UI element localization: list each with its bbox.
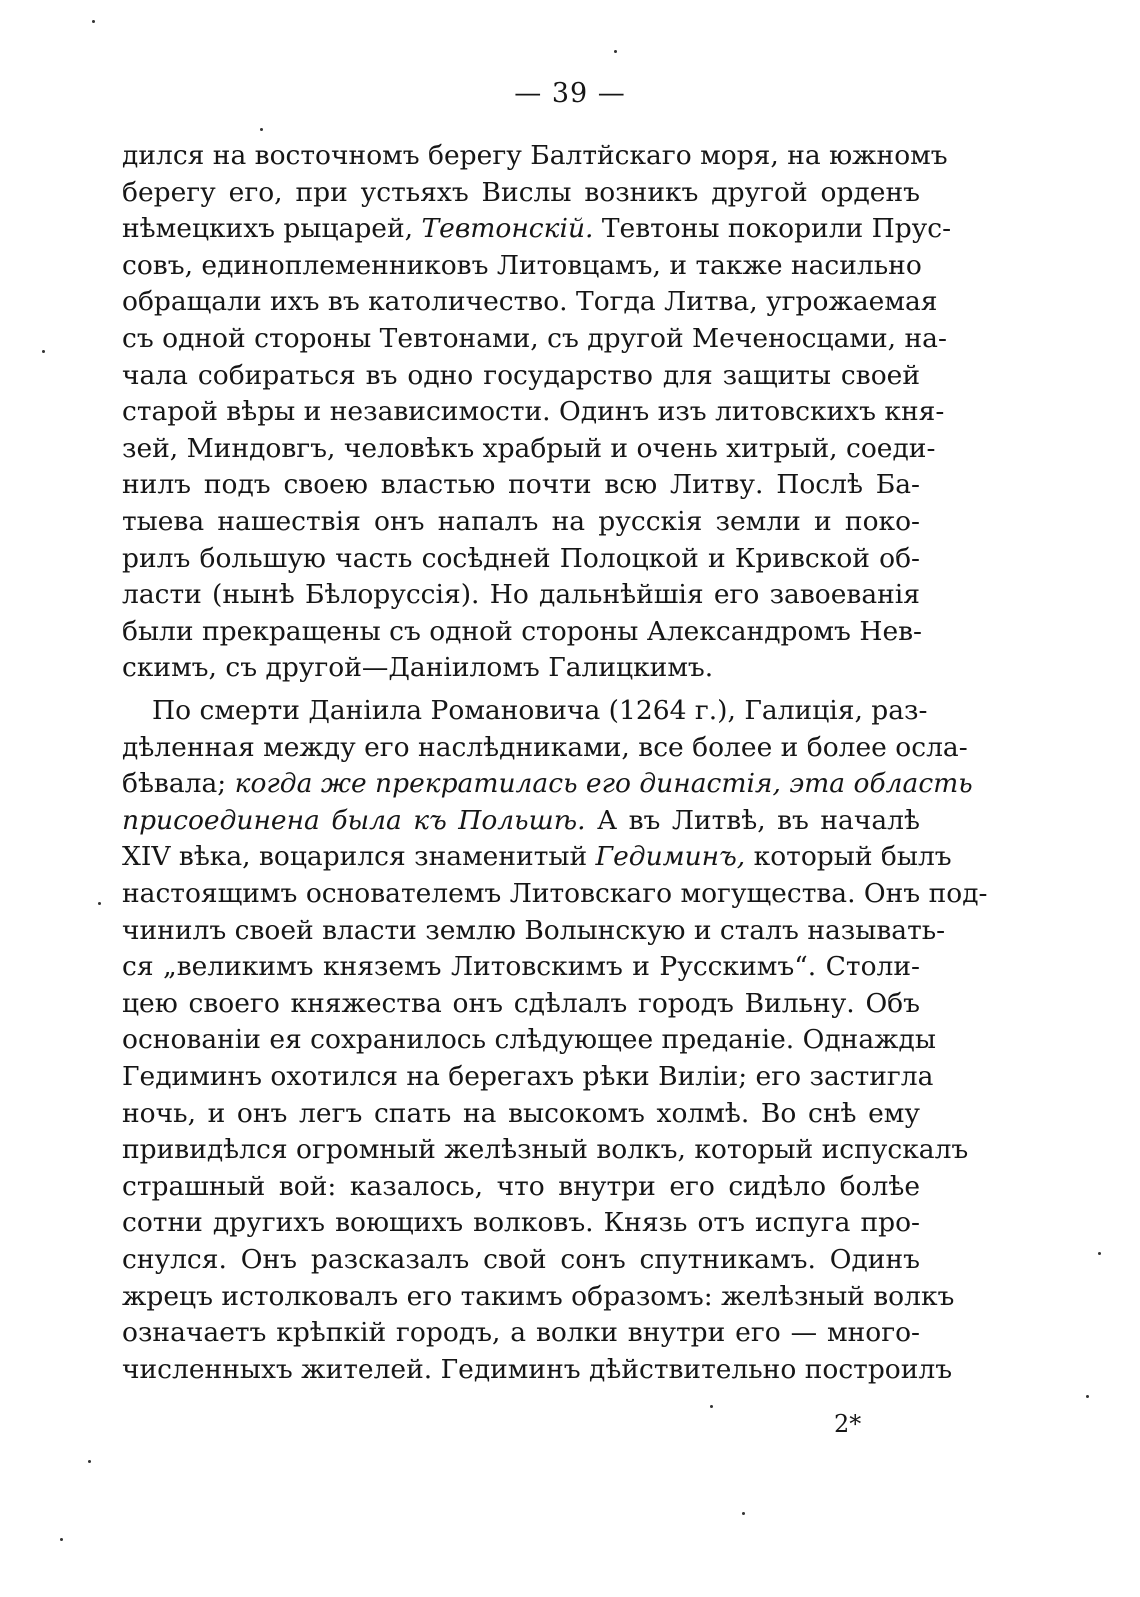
text-line (122, 541, 920, 577)
text-line (122, 839, 952, 875)
text-line (122, 1352, 953, 1388)
text-segment: нѣмецкихъ рыцарей, (122, 213, 422, 245)
text-segment: настоящимъ основателемъ Литовскаго могущества. Онъ под- (122, 878, 988, 909)
text-line (122, 1022, 936, 1058)
text-line (122, 986, 920, 1022)
text-segment: ся „великимъ княземъ Литовскимъ и Русскимъ“. Столи- (122, 951, 920, 983)
text-line (122, 693, 928, 729)
text-segment: снулся. Онъ разсказалъ свой сонъ спутникамъ. Одинъ (122, 1244, 920, 1275)
text-segment: дѣленная между его наслѣдниками, все более и более осла- (122, 731, 968, 763)
scan-speck (88, 1460, 91, 1463)
text-segment: рилъ большую часть сосѣдней Полоцкой и Кривской об- (122, 542, 920, 574)
text-line (122, 913, 946, 949)
text-line (122, 431, 936, 467)
text-segment: А въ Литвѣ, въ началѣ (585, 804, 920, 836)
text-segment: нилъ подъ своею властью почти всю Литву. Послѣ Ба- (122, 469, 920, 501)
text-segment: основаніи ея сохранилось слѣдующее преданіе. Однажды (122, 1024, 936, 1056)
text-segment: численныхъ жителей. Гедиминъ дѣйствительно построилъ (122, 1353, 953, 1385)
text-line (122, 1242, 920, 1278)
text-line (122, 730, 968, 766)
scan-speck (42, 350, 45, 353)
scan-speck (1098, 1252, 1101, 1255)
text-segment: XIV вѣка, воцарился знаменитый (122, 841, 596, 873)
scan-speck (60, 1538, 63, 1541)
text-segment: означаетъ крѣпкій городъ, а волки внутри его — много- (122, 1317, 920, 1349)
text-line (122, 211, 952, 247)
italic-text: присоединена была къ Польшѣ. (122, 804, 586, 836)
text-line (122, 766, 973, 802)
text-segment: чала собираться въ одно государство для защиты своей (122, 359, 920, 391)
scan-speck (260, 128, 263, 131)
text-segment: который былъ (745, 841, 952, 873)
text-line (122, 284, 938, 320)
scan-speck (742, 1512, 745, 1515)
text-line (122, 949, 920, 985)
text-segment: Тевтоны покорили Прус- (593, 213, 952, 245)
text-segment: сотни другихъ воющихъ волковъ. Князь отъ испуга про- (122, 1207, 920, 1239)
text-segment: обращали ихъ въ католичество. Тогда Литва, угрожаемая (122, 286, 938, 318)
text-line (122, 1059, 934, 1095)
scan-speck (1086, 1395, 1089, 1398)
text-line (122, 1132, 969, 1168)
text-line (122, 803, 920, 839)
text-segment: были прекращены съ одной стороны Александромъ Нев- (122, 615, 922, 647)
text-line (122, 175, 920, 211)
text-line (122, 1205, 920, 1241)
text-line (122, 614, 920, 650)
text-segment: жрецъ истолковалъ его такимъ образомъ: желѣзный волкъ (122, 1280, 955, 1312)
italic-text: Гедиминъ, (595, 841, 746, 873)
text-line (122, 1169, 920, 1205)
italic-text: когда же прекратилась его династія, эта область (234, 768, 973, 800)
text-line (122, 1096, 920, 1132)
text-line (122, 577, 920, 613)
text-line (122, 358, 920, 394)
text-segment: привидѣлся огромный желѣзный волкъ, который испускалъ (122, 1134, 969, 1166)
text-line (122, 248, 920, 284)
text-segment: берегу его, при устьяхъ Вислы возникъ другой орденъ (122, 176, 920, 208)
text-segment: тыева нашествія онъ напалъ на русскія земли и поко- (122, 506, 920, 537)
text-segment: старой вѣры и независимости. Одинъ изъ литовскихъ кня- (122, 396, 945, 428)
scan-speck (98, 902, 101, 905)
italic-text: Тевтонскій. (421, 213, 594, 245)
text-segment: совъ, единоплеменниковъ Литовцамъ, и также насильно (122, 249, 922, 281)
text-segment: чинилъ своей власти землю Волынскую и сталъ называть- (122, 914, 946, 946)
text-line (122, 876, 988, 912)
text-segment: страшный вой: казалось, что внутри его сидѣло болѣе (122, 1170, 920, 1202)
text-line (122, 1315, 920, 1351)
text-segment: съ одной стороны Тевтонами, съ другой Меченосцами, на- (122, 323, 947, 354)
text-line (122, 321, 947, 357)
text-line (122, 467, 920, 503)
scan-speck (92, 20, 95, 23)
scan-speck (710, 1405, 713, 1408)
text-segment: Гедиминъ охотился на берегахъ рѣки Виліи; его застигла (122, 1061, 934, 1092)
text-line (122, 650, 920, 686)
page-number: — 39 — (514, 78, 626, 109)
text-line (122, 504, 920, 540)
scan-speck (614, 50, 617, 53)
text-segment: скимъ, съ другой—Даніиломъ Галицкимъ. (122, 652, 714, 684)
text-line (122, 1279, 955, 1315)
text-segment: ночь, и онъ легъ спать на высокомъ холмѣ. Во снѣ ему (122, 1097, 920, 1129)
text-segment: зей, Миндовгъ, человѣкъ храбрый и очень хитрый, соеди- (122, 432, 936, 464)
text-segment: бѣвала; (122, 768, 235, 800)
text-line (122, 394, 945, 430)
signature-mark: 2* (834, 1410, 862, 1438)
text-segment: По смерти Даніила Романовича (1264 г.), Галиція, раз- (152, 695, 928, 726)
text-segment: ласти (нынѣ Бѣлоруссія). Но дальнѣйшія его завоеванія (122, 579, 920, 611)
text-segment: дился на восточномъ берегу Балтйскаго моря, на южномъ (122, 140, 948, 171)
text-line (122, 138, 948, 174)
text-segment: цею своего княжества онъ сдѣлалъ городъ Вильну. Объ (122, 987, 920, 1019)
